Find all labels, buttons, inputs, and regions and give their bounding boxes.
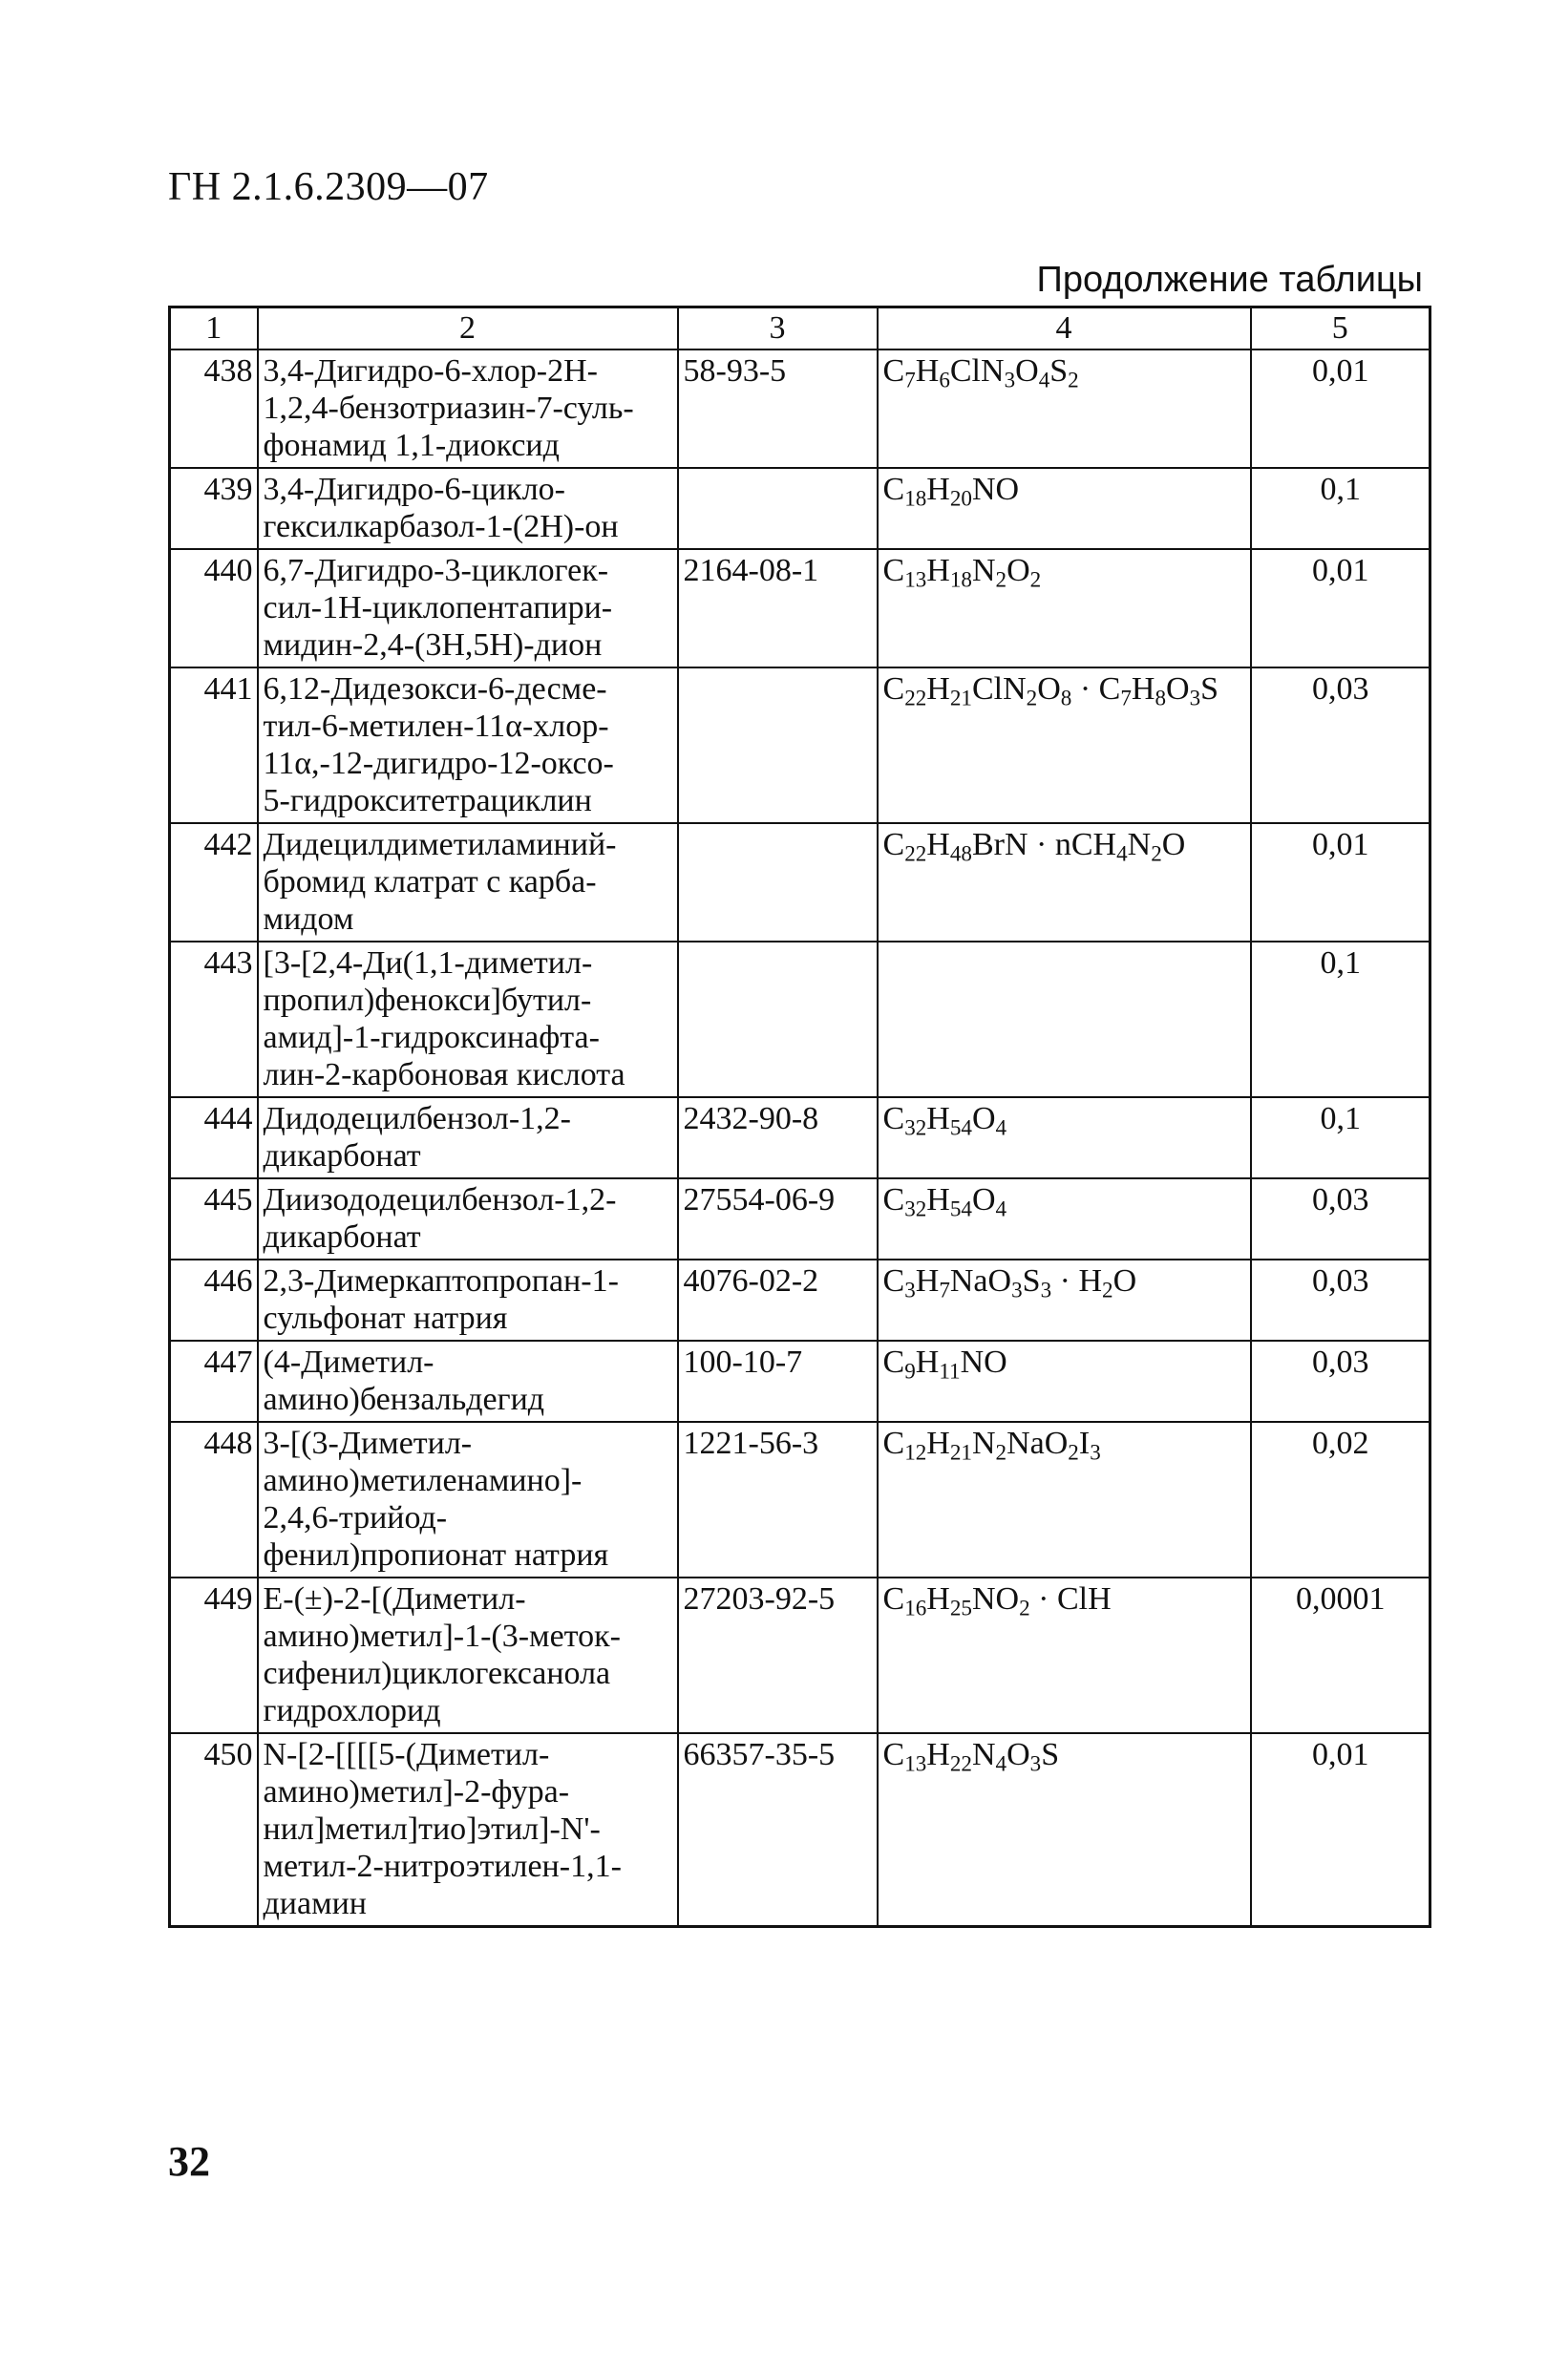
formula-cell <box>878 942 1251 1097</box>
formula-cell: $C_9H_{11}NO$ <box>878 1341 1251 1422</box>
cas-number-cell <box>678 823 878 942</box>
value-cell: 0,02 <box>1251 1422 1430 1578</box>
row-number-cell: 440 <box>170 549 258 667</box>
value-cell: 0,03 <box>1251 1260 1430 1341</box>
column-header: 2 <box>258 307 678 350</box>
value-cell: 0,01 <box>1251 1733 1430 1927</box>
cas-number-cell: 66357-35-5 <box>678 1733 878 1927</box>
row-number-cell: 443 <box>170 942 258 1097</box>
value-cell: 0,03 <box>1251 667 1430 823</box>
substance-name-cell: 6,7-Дигидро-3-циклогек- сил-1Н-циклопентапири- мидин-2,4-(3Н,5Н)-дион <box>258 549 678 667</box>
table-row <box>170 1733 1430 1927</box>
substance-name-cell: N-[2-[[[[5-(Диметил- амино)метил]-2-фура- нил]метил]тио]этил]-N'- метил-2-нитроэтилен-1,1- диамин <box>258 1733 678 1927</box>
column-header: 5 <box>1251 307 1430 350</box>
formula-cell: $C_{13}H_{22}N_4O_3S$ <box>878 1733 1251 1927</box>
cas-number-cell: 2164-08-1 <box>678 549 878 667</box>
table-row <box>170 1097 1430 1178</box>
column-header: 4 <box>878 307 1251 350</box>
table-row <box>170 823 1430 942</box>
formula-cell: $C_{22}H_{21}ClN_2O_8 \cdot C_7H_8O_3S$ <box>878 667 1251 823</box>
substance-name-cell: 2,3-Димеркаптопропан-1- сульфонат натрия <box>258 1260 678 1341</box>
substances-table <box>168 306 1431 1928</box>
row-number-cell: 447 <box>170 1341 258 1422</box>
table-row <box>170 468 1430 549</box>
substance-name-cell: 3,4-Дигидро-6-хлор-2Н- 1,2,4-бензотриазин-7-суль- фонамид 1,1-диоксид <box>258 349 678 468</box>
cas-number-cell <box>678 942 878 1097</box>
substance-name-cell: [3-[2,4-Ди(1,1-диметил- пропил)фенокси]бутил- амид]-1-гидроксинафта- лин-2-карбоновая кислота <box>258 942 678 1097</box>
table-body <box>170 349 1430 1927</box>
formula-cell: $C_{12}H_{21}N_2NaO_2I_3$ <box>878 1422 1251 1578</box>
table-row <box>170 1260 1430 1341</box>
value-cell: 0,03 <box>1251 1341 1430 1422</box>
substance-name-cell: 3,4-Дигидро-6-цикло- гексилкарбазол-1-(2Н)-он <box>258 468 678 549</box>
value-cell: 0,1 <box>1251 468 1430 549</box>
value-cell: 0,1 <box>1251 942 1430 1097</box>
cas-number-cell: 27554-06-9 <box>678 1178 878 1260</box>
row-number-cell: 445 <box>170 1178 258 1260</box>
substance-name-cell: 3-[(3-Диметил- амино)метиленамино]- 2,4,6-трийод- фенил)пропионат натрия <box>258 1422 678 1578</box>
table-row <box>170 1578 1430 1733</box>
substance-name-cell: 6,12-Дидезокси-6-десме- тил-6-метилен-11α-хлор- 11α,-12-дигидро-12-оксо- 5-гидрокситетрациклин <box>258 667 678 823</box>
document-code: ГН 2.1.6.2309—07 <box>168 165 489 209</box>
column-header: 3 <box>678 307 878 350</box>
row-number-cell: 448 <box>170 1422 258 1578</box>
page-number: 32 <box>168 2138 210 2185</box>
formula-cell: $C_7H_6ClN_3O_4S_2$ <box>878 349 1251 468</box>
row-number-cell: 450 <box>170 1733 258 1927</box>
row-number-cell: 439 <box>170 468 258 549</box>
table-row <box>170 549 1430 667</box>
table-row <box>170 1422 1430 1578</box>
substance-name-cell: Дидецилдиметиламиний- бромид клатрат с карба- мидом <box>258 823 678 942</box>
substance-name-cell: Диизододецилбензол-1,2- дикарбонат <box>258 1178 678 1260</box>
table-header-row <box>170 307 1430 350</box>
cas-number-cell: 1221-56-3 <box>678 1422 878 1578</box>
row-number-cell: 441 <box>170 667 258 823</box>
formula-cell: $C_{13}H_{18}N_2O_2$ <box>878 549 1251 667</box>
cas-number-cell <box>678 468 878 549</box>
value-cell: 0,01 <box>1251 549 1430 667</box>
cas-number-cell: 58-93-5 <box>678 349 878 468</box>
formula-cell: $C_{16}H_{25}NO_2$ · ClH <box>878 1578 1251 1733</box>
formula-cell: $C_{32}H_{54}O_4$ <box>878 1178 1251 1260</box>
table-row <box>170 1341 1430 1422</box>
row-number-cell: 438 <box>170 349 258 468</box>
row-number-cell: 444 <box>170 1097 258 1178</box>
formula-cell: $C_3H_7NaO_3S_3 \cdot H_2O$ <box>878 1260 1251 1341</box>
table-row <box>170 349 1430 468</box>
table-row <box>170 667 1430 823</box>
row-number-cell: 449 <box>170 1578 258 1733</box>
table-continuation-label: Продолжение таблицы <box>1036 260 1423 300</box>
cas-number-cell: 27203-92-5 <box>678 1578 878 1733</box>
column-header: 1 <box>170 307 258 350</box>
value-cell: 0,1 <box>1251 1097 1430 1178</box>
formula-cell: $C_{18}H_{20}NO$ <box>878 468 1251 549</box>
cas-number-cell: 2432-90-8 <box>678 1097 878 1178</box>
value-cell: 0,03 <box>1251 1178 1430 1260</box>
substance-name-cell: (4-Диметил- амино)бензальдегид <box>258 1341 678 1422</box>
formula-cell: $C_{22}H_{48}BrN \cdot nCH_4N_2O$ <box>878 823 1251 942</box>
formula-cell: $C_{32}H_{54}O_4$ <box>878 1097 1251 1178</box>
row-number-cell: 446 <box>170 1260 258 1341</box>
substance-name-cell: Е-(±)-2-[(Диметил- амино)метил]-1-(3-меток- сифенил)циклогексанола гидрохлорид <box>258 1578 678 1733</box>
substance-name-cell: Дидодецилбензол-1,2- дикарбонат <box>258 1097 678 1178</box>
table-row <box>170 1178 1430 1260</box>
cas-number-cell: 100-10-7 <box>678 1341 878 1422</box>
cas-number-cell: 4076-02-2 <box>678 1260 878 1341</box>
value-cell: 0,01 <box>1251 823 1430 942</box>
row-number-cell: 442 <box>170 823 258 942</box>
value-cell: 0,0001 <box>1251 1578 1430 1733</box>
table-row <box>170 942 1430 1097</box>
value-cell: 0,01 <box>1251 349 1430 468</box>
cas-number-cell <box>678 667 878 823</box>
